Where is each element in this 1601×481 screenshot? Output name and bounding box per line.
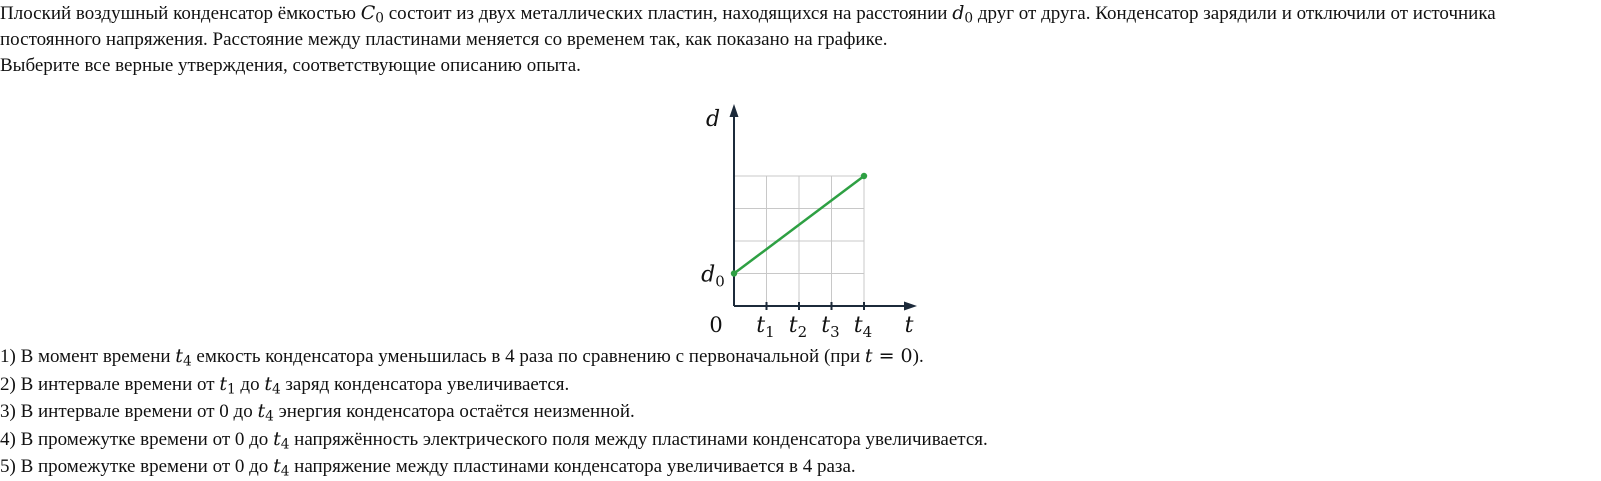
math-symbol: $t_4$ [273,455,290,480]
data-point-2 [861,173,867,179]
math-symbol: $t_4$ [257,400,274,425]
y-axis-arrow [730,104,739,117]
capacitance-symbol: $C_0$ [360,2,384,27]
chart-svg [690,98,930,346]
distance-symbol: $d_0$ [952,2,974,27]
option-text: В интервале времени от 0 до [20,401,258,422]
x-tick-label-t1: $t_1$ [756,313,775,341]
answer-option-1 [0,343,988,371]
answer-option-5 [0,453,988,481]
option-text: напряжённость электрического поля между пластинами конденсатора увеличивается. [289,428,988,450]
distance-time-graph [690,98,930,346]
origin-label: 0 [709,313,723,337]
option-text: В промежутке времени от 0 до [20,456,274,477]
intro-part-2: состоит из двух металлических пластин, находящихся на расстоянии [383,3,953,24]
option-text: ). [912,346,924,367]
option-number: 3) [0,401,21,422]
option-number: 5) [0,456,21,477]
option-text: В интервале времени от [20,373,220,395]
answer-option-3 [0,398,988,426]
data-point-1 [731,270,737,276]
math-symbol: $t_4$ [273,427,290,452]
problem-instruction: Выберите все верные утверждения, соответствующие описанию опыта. [0,55,581,76]
option-text: энергия конденсатора остаётся неизменной. [273,401,635,422]
option-number: 4) [0,428,21,450]
x-axis-label: t [904,313,914,338]
answer-options [0,343,988,481]
option-text: заряд конденсатора увеличивается. [280,373,570,395]
option-text: В момент времени [20,346,176,367]
math-symbol: t = 0 [864,345,913,367]
problem-text [0,0,1590,53]
option-text: напряжение между пластинами конденсатора увеличивается в 4 раза. [289,456,856,477]
answer-option-2 [0,371,988,399]
answer-option-4 [0,426,988,454]
problem-statement [0,0,1590,79]
math-symbol: $t_4$ [175,345,192,370]
math-symbol: $t_1$ [219,372,236,397]
y-tick-label-d0: $d_0$ [701,262,725,291]
option-text: емкость конденсатора уменьшилась в 4 раза по сравнению с первоначальной (при [191,346,865,367]
intro-part-3: друг от друга. Конденсатор зарядили и отключили от источника постоянного напряжения. Расстояние между пластинами меняется со временем так, как показано на графике. [0,3,1496,50]
y-axis-label: d [705,107,721,132]
intro-part-1: Плоский воздушный конденсатор ёмкостью [0,3,361,24]
x-tick-label-t2: $t_2$ [788,313,808,341]
x-tick-label-t4: $t_4$ [853,313,873,341]
option-number: 1) [0,346,21,367]
x-axis-arrow [904,302,917,311]
option-text: В промежутке времени от 0 до [20,428,274,450]
math-symbol: $t_4$ [264,372,281,397]
option-number: 2) [0,373,21,395]
option-text: до [235,373,265,395]
x-tick-label-t3: $t_3$ [821,313,840,341]
